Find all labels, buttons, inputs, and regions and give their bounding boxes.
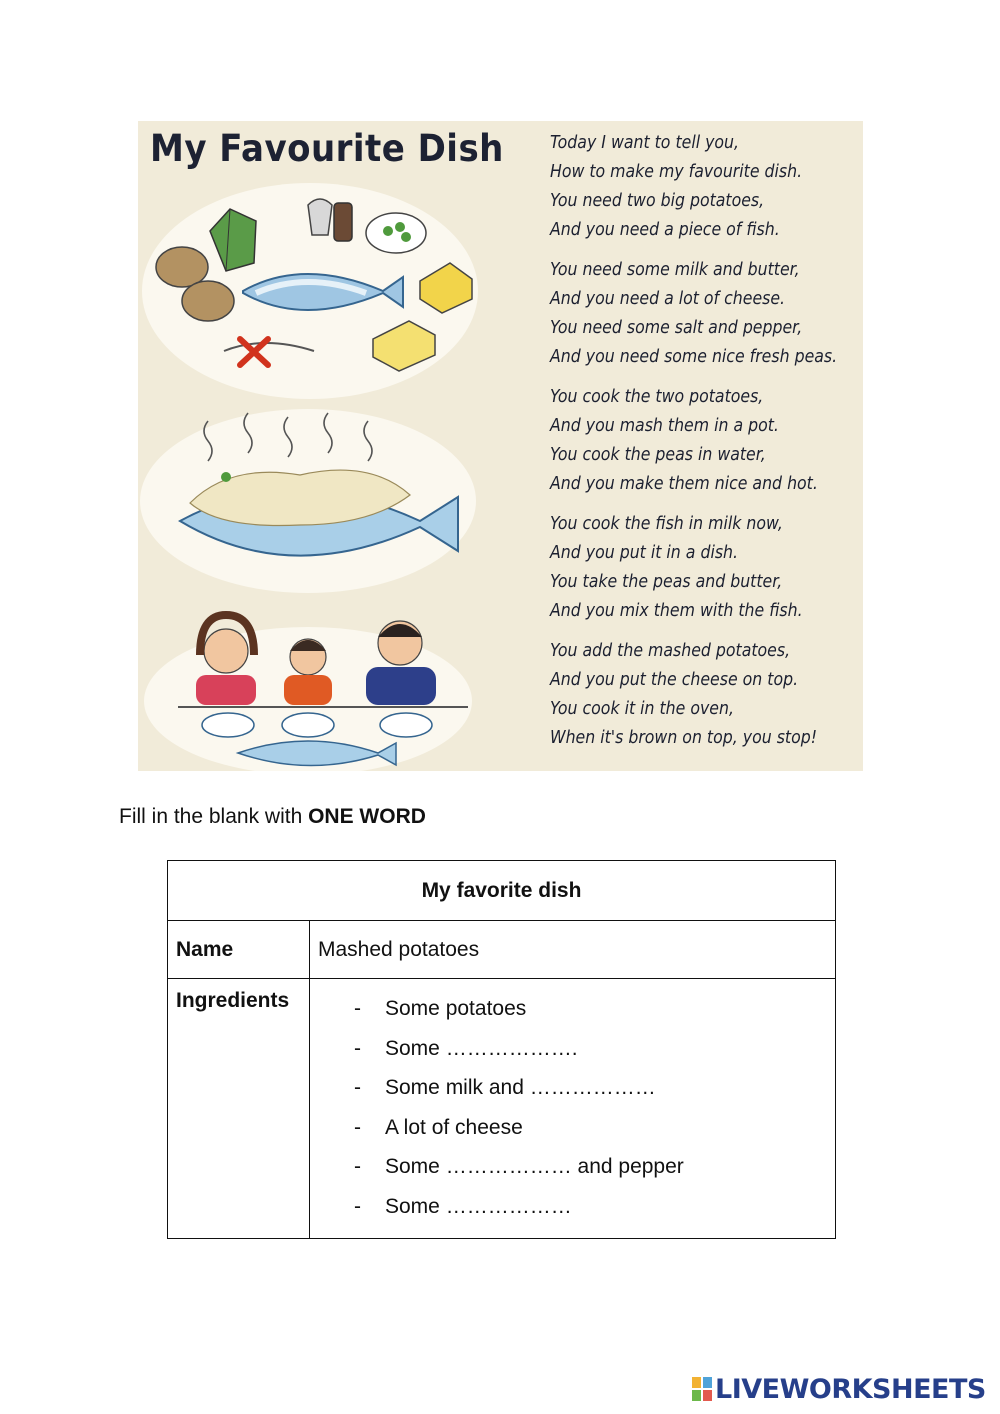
list-item[interactable]: - Some milk and ……………… [354, 1068, 827, 1108]
name-label: Name [168, 921, 310, 979]
list-item[interactable]: - Some ……………… [354, 1187, 827, 1227]
dish-table [167, 860, 836, 1239]
ingredients-label: Ingredients [168, 979, 310, 1239]
instruction-emphasis: ONE WORD [308, 805, 426, 828]
poem-line: And you mix them with the fish. [550, 601, 803, 621]
table-row-ingredients [168, 979, 836, 1239]
poem-text [550, 129, 860, 764]
list-item[interactable]: - Some ……………… and pepper [354, 1147, 827, 1187]
poem-line: You cook it in the oven, [550, 699, 734, 719]
poem-line: And you need a piece of fish. [550, 220, 780, 240]
poem-line: Today I want to tell you, [550, 133, 740, 153]
poem-stanza-3 [550, 383, 860, 499]
table-row-name [168, 921, 836, 979]
poem-line: And you need some nice fresh peas. [550, 347, 838, 367]
poem-stanza-4 [550, 510, 860, 626]
poem-line: You take the peas and butter, [550, 572, 783, 592]
ingredients-cell [310, 979, 836, 1239]
poem-illustration-panel [138, 121, 863, 771]
instruction-text [119, 805, 426, 829]
cooking-illustration [138, 181, 528, 771]
list-item: - A lot of cheese [354, 1108, 827, 1148]
poem-stanza-2 [550, 256, 860, 372]
poem-line: And you put the cheese on top. [550, 670, 799, 690]
family-eating-scene [144, 615, 472, 771]
poem-line: You add the mashed potatoes, [550, 641, 791, 661]
poem-line: And you mash them in a pot. [550, 416, 779, 436]
poem-line: You cook the fish in milk now, [550, 514, 783, 534]
poem-line: And you make them nice and hot. [550, 474, 818, 494]
list-item[interactable]: - Some ………………. [354, 1029, 827, 1069]
ingredients-list [318, 989, 827, 1226]
name-value: Mashed potatoes [310, 921, 836, 979]
poem-stanza-1 [550, 129, 860, 245]
list-item: - Some potatoes [354, 989, 827, 1029]
instruction-prefix: Fill in the blank with [119, 805, 309, 828]
logo-text: LIVEWORKSHEETS [715, 1373, 986, 1405]
poem-line: You cook the two potatoes, [550, 387, 764, 407]
cooked-dish-plate [140, 409, 476, 593]
poem-line: How to make my favourite dish. [550, 162, 803, 182]
poem-stanza-5 [550, 637, 860, 753]
poem-line: You need some milk and butter, [550, 260, 800, 280]
poem-title: My Favourite Dish [150, 127, 504, 170]
poem-line: And you put it in a dish. [550, 543, 739, 563]
poem-line: You need two big potatoes, [550, 191, 765, 211]
table-header-row [168, 861, 836, 921]
table-heading: My favorite dish [168, 861, 836, 921]
poem-line: When it's brown on top, you stop! [550, 728, 818, 748]
ingredients-plate [142, 183, 478, 399]
poem-line: And you need a lot of cheese. [550, 289, 786, 309]
logo-icon [691, 1375, 713, 1403]
liveworksheets-logo [691, 1373, 986, 1405]
poem-line: You cook the peas in water, [550, 445, 766, 465]
poem-line: You need some salt and pepper, [550, 318, 803, 338]
